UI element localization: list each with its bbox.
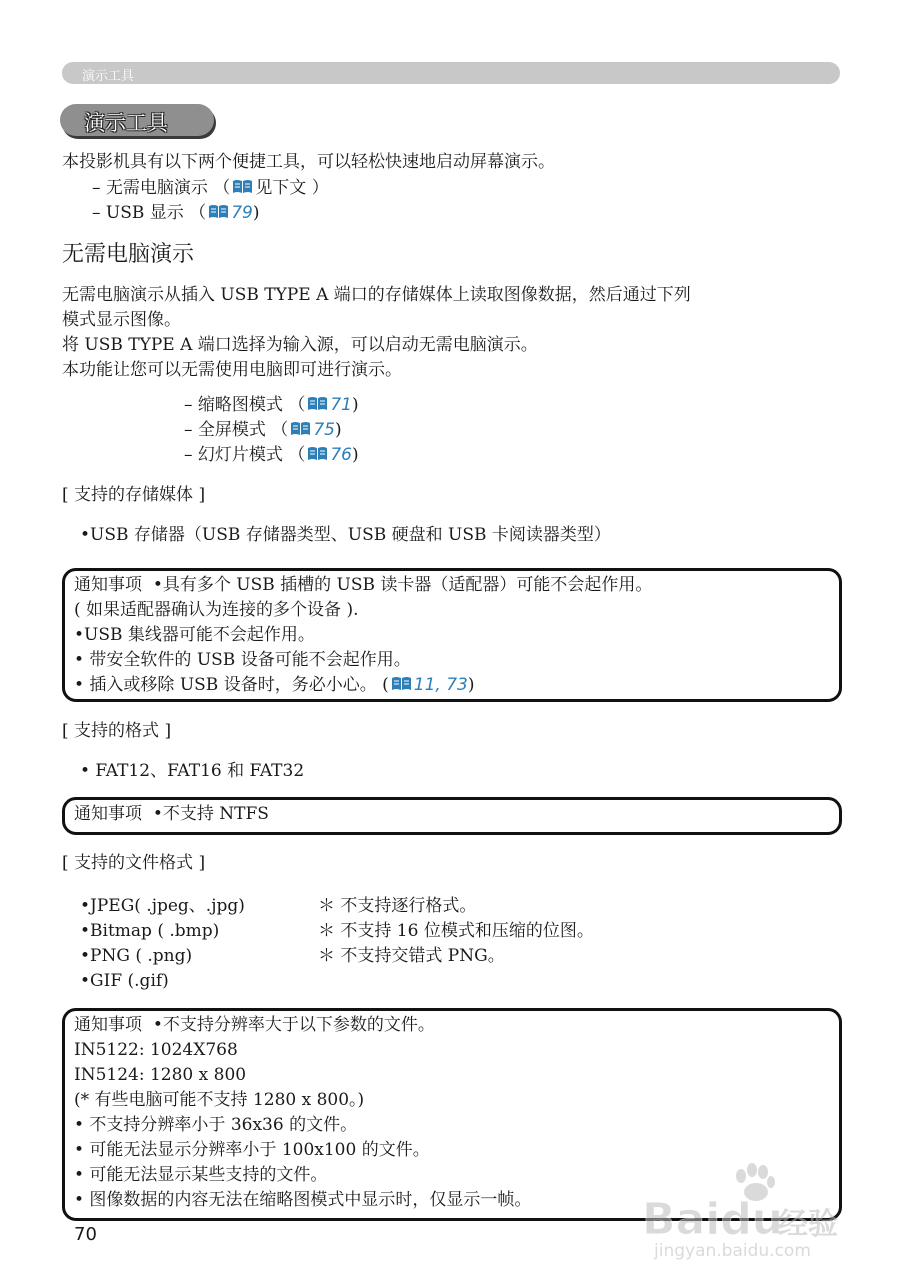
book-icon bbox=[208, 204, 229, 219]
intro-item-close: ) bbox=[252, 203, 260, 223]
section-title-badge bbox=[60, 104, 214, 136]
page-number: 70 bbox=[74, 1224, 97, 1245]
intro-item-pc-less bbox=[92, 177, 329, 199]
mode-label: – 缩略图模式 （ bbox=[184, 395, 306, 415]
notice-line: ( 如果适配器确认为连接的多个设备 ). bbox=[74, 600, 359, 620]
watermark-cn: 经验 bbox=[778, 1207, 838, 1242]
intro-item-ref[interactable]: 见下文 bbox=[255, 178, 307, 198]
notice-line bbox=[74, 803, 269, 825]
notice-line: • 图像数据的内容无法在缩略图模式中显示时，仅显示一帧。 bbox=[74, 1190, 532, 1210]
filetype-format: •JPEG( .jpeg、.jpg) bbox=[80, 896, 245, 916]
book-icon bbox=[290, 421, 311, 436]
intro-item-label: – 无需电脑演示 （ bbox=[92, 178, 231, 198]
notice-line: IN5122: 1024X768 bbox=[74, 1040, 238, 1060]
notice-text: •具有多个 USB 插槽的 USB 读卡器（适配器）可能不会起作用。 bbox=[152, 575, 653, 595]
media-heading: [ 支持的存储媒体 ] bbox=[62, 485, 206, 505]
intro-text: 本投影机具有以下两个便捷工具，可以轻松快速地启动屏幕演示。 bbox=[62, 152, 555, 172]
book-icon bbox=[307, 396, 328, 411]
filetype-note: ＊ 不支持逐行格式。 bbox=[318, 896, 477, 916]
svg-text:Baidu bbox=[642, 1194, 783, 1245]
subheading: 无需电脑演示 bbox=[62, 242, 195, 267]
running-header bbox=[62, 62, 840, 84]
formats-item: • FAT12、FAT16 和 FAT32 bbox=[80, 761, 305, 781]
notice-label: 通知事项 bbox=[74, 575, 142, 595]
intro-item-close: ） bbox=[306, 178, 329, 198]
book-icon bbox=[307, 446, 328, 461]
filetypes-heading: [ 支持的文件格式 ] bbox=[62, 853, 206, 873]
notice-close: ) bbox=[467, 675, 475, 695]
notice-text: •不支持分辨率大于以下参数的文件。 bbox=[152, 1015, 435, 1035]
filetype-format: •PNG ( .png) bbox=[80, 946, 193, 966]
notice-line: • 可能无法显示分辨率小于 100x100 的文件。 bbox=[74, 1140, 430, 1160]
intro-item-label: – USB 显示 （ bbox=[92, 203, 207, 223]
notice-line: • 可能无法显示某些支持的文件。 bbox=[74, 1165, 328, 1185]
filetype-note: ＊ 不支持交错式 PNG。 bbox=[318, 946, 505, 966]
media-item: •USB 存储器（USB 存储器类型、USB 硬盘和 USB 卡阅读器类型） bbox=[80, 525, 611, 545]
filetype-note: ＊ 不支持 16 位模式和压缩的位图。 bbox=[318, 921, 594, 941]
page-ref-link[interactable]: 75 bbox=[313, 420, 335, 440]
notice-line: IN5124: 1280 x 800 bbox=[74, 1065, 247, 1085]
mode-label: – 幻灯片模式 （ bbox=[184, 445, 306, 465]
mode-item-thumbnail bbox=[184, 394, 359, 416]
book-icon bbox=[232, 179, 253, 194]
notice-text: • 插入或移除 USB 设备时，务必小心。 ( bbox=[74, 675, 389, 695]
book-icon bbox=[391, 676, 412, 691]
page-ref-link[interactable]: 71 bbox=[330, 395, 352, 415]
notice-label: 通知事项 bbox=[74, 804, 142, 824]
body-paragraph: 模式显示图像。 bbox=[62, 310, 181, 330]
notice-label: 通知事项 bbox=[74, 1015, 142, 1035]
notice-line bbox=[74, 1014, 435, 1036]
notice-line: • 不支持分辨率小于 36x36 的文件。 bbox=[74, 1115, 358, 1135]
notice-line bbox=[74, 674, 474, 696]
mode-close: ) bbox=[351, 395, 359, 415]
notice-line bbox=[74, 574, 652, 596]
baidu-watermark-logo bbox=[640, 1150, 850, 1260]
notice-text: •不支持 NTFS bbox=[152, 804, 269, 824]
notice-line: • 带安全软件的 USB 设备可能不会起作用。 bbox=[74, 650, 411, 670]
page-ref-link[interactable]: 79 bbox=[231, 203, 253, 223]
watermark-brand: Bai bbox=[642, 1194, 721, 1245]
body-paragraph: 本功能让您可以无需使用电脑即可进行演示。 bbox=[62, 360, 402, 380]
filetype-format: •GIF (.gif) bbox=[80, 971, 169, 991]
watermark-url: jingyan.baidu.com bbox=[654, 1241, 811, 1260]
filetype-format: •Bitmap ( .bmp) bbox=[80, 921, 220, 941]
body-paragraph: 无需电脑演示从插入 USB TYPE A 端口的存储媒体上读取图像数据，然后通过下列 bbox=[62, 285, 691, 305]
formats-heading: [ 支持的格式 ] bbox=[62, 721, 172, 741]
notice-line: (* 有些电脑可能不支持 1280 x 800。) bbox=[74, 1090, 365, 1110]
page-ref-link[interactable]: 11, 73 bbox=[413, 675, 468, 695]
mode-item-slideshow bbox=[184, 444, 359, 466]
intro-item-usb-display bbox=[92, 202, 259, 224]
mode-close: ) bbox=[351, 445, 359, 465]
section-title: 演示工具 bbox=[84, 111, 168, 135]
body-paragraph: 将 USB TYPE A 端口选择为输入源，可以启动无需电脑演示。 bbox=[62, 335, 538, 355]
mode-close: ) bbox=[334, 420, 342, 440]
mode-item-fullscreen bbox=[184, 419, 342, 441]
running-header-title: 演示工具 bbox=[82, 69, 135, 84]
watermark-brand2: du bbox=[720, 1194, 784, 1245]
page-ref-link[interactable]: 76 bbox=[330, 445, 352, 465]
notice-line: •USB 集线器可能不会起作用。 bbox=[74, 625, 315, 645]
mode-label: – 全屏模式 （ bbox=[184, 420, 289, 440]
